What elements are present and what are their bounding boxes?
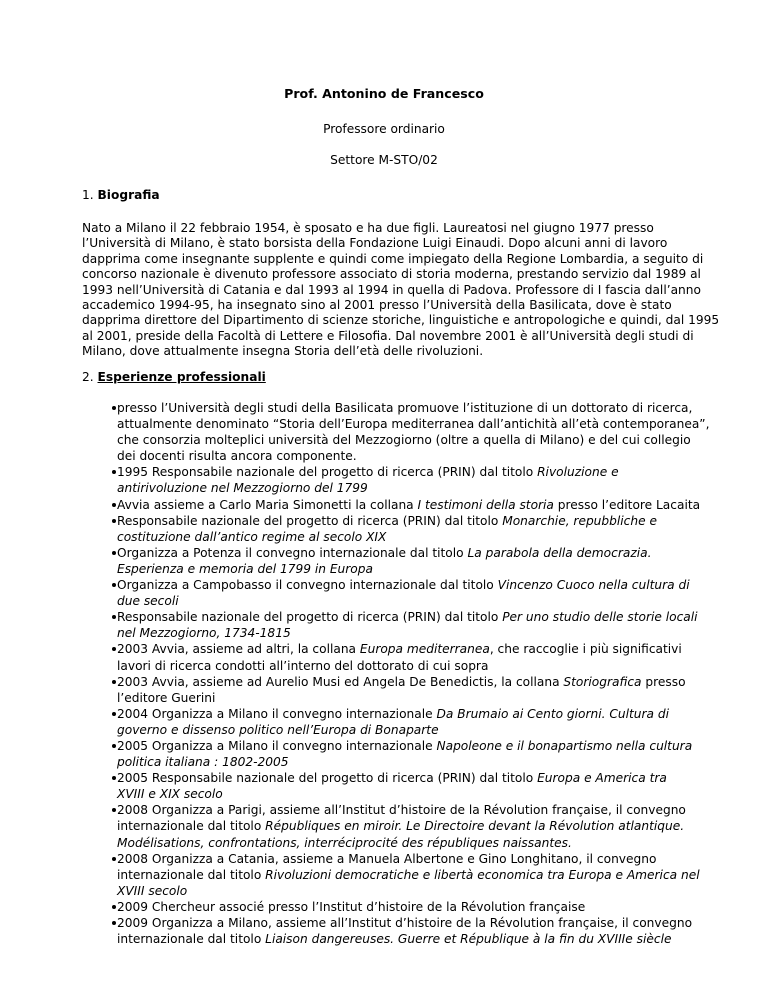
list-item-line bbox=[117, 674, 686, 690]
item-text: presso l’editore Lacaita bbox=[553, 497, 701, 512]
bullet-icon bbox=[112, 921, 116, 925]
list-item-line bbox=[117, 625, 680, 641]
list-item-line bbox=[117, 593, 680, 609]
item-title: La parabola della democrazia. bbox=[467, 545, 652, 560]
bullet-icon bbox=[112, 551, 116, 555]
item-title: Républiques en miroir. Le Directoire devant la Révolution atlantique. bbox=[265, 819, 685, 834]
section-number: 1. bbox=[82, 188, 94, 202]
item-title: I testimoni della storia bbox=[417, 497, 554, 512]
list-item-line bbox=[117, 400, 693, 416]
biography-paragraph bbox=[82, 221, 720, 360]
bullet-icon bbox=[112, 680, 116, 684]
list-item bbox=[82, 497, 701, 513]
section-heading-esperienze bbox=[82, 370, 266, 384]
item-title: Europa e America tra bbox=[537, 771, 667, 786]
experience-list bbox=[82, 400, 710, 947]
list-item-line bbox=[117, 529, 680, 545]
section-title: Biografia bbox=[97, 188, 160, 202]
item-text: l’editore Guerini bbox=[117, 690, 216, 705]
item-text: internazionale dal titolo bbox=[117, 819, 266, 834]
list-item bbox=[82, 706, 680, 738]
item-text: dei docenti risulta ancora componente. bbox=[117, 449, 357, 464]
list-item-line bbox=[117, 883, 680, 899]
list-item bbox=[82, 400, 710, 464]
item-title: Monarchie, repubbliche e bbox=[502, 513, 657, 528]
item-title: due secoli bbox=[117, 594, 179, 609]
item-text: Responsabile nazionale del progetto di ricerca (PRIN) dal titolo bbox=[117, 610, 503, 625]
bullet-icon bbox=[112, 503, 116, 507]
item-text: Avvia assieme a Carlo Maria Simonetti la collana bbox=[117, 497, 418, 512]
role-line: Professore ordinario bbox=[323, 122, 445, 136]
list-item bbox=[82, 609, 698, 641]
list-item-line bbox=[117, 706, 680, 722]
section-number: 2. bbox=[82, 370, 94, 384]
list-item-line bbox=[117, 577, 690, 593]
list-item-line bbox=[117, 609, 698, 625]
list-item-line bbox=[117, 818, 685, 834]
list-item-line bbox=[117, 432, 691, 448]
item-title: Storiografica bbox=[563, 674, 642, 689]
list-item bbox=[82, 770, 680, 802]
list-item-line bbox=[117, 464, 680, 480]
list-item-line bbox=[117, 513, 680, 529]
list-item bbox=[82, 802, 686, 850]
list-item-line bbox=[117, 754, 680, 770]
item-title: Europa mediterranea bbox=[359, 642, 490, 657]
bullet-icon bbox=[112, 647, 116, 651]
item-text: internazionale dal titolo bbox=[117, 867, 266, 882]
list-item-line bbox=[117, 480, 680, 496]
list-item-line bbox=[117, 786, 680, 802]
item-title: costituzione dall’antico regime al secolo XIX bbox=[117, 529, 387, 544]
item-title: Modélisations, confrontations, interréciprocité des républiques naissantes. bbox=[117, 835, 572, 850]
item-text: Responsabile nazionale del progetto di ricerca (PRIN) dal titolo bbox=[117, 513, 503, 528]
list-item-line bbox=[117, 915, 693, 931]
item-text: internazionale dal titolo bbox=[117, 932, 266, 947]
bullet-icon bbox=[112, 519, 116, 523]
list-item bbox=[82, 738, 693, 770]
item-title: antirivoluzione nel Mezzogiorno del 1799 bbox=[117, 481, 368, 496]
list-item bbox=[82, 577, 690, 609]
biography-line: concorso nazionale è divenuto professore associato di storia moderna, prestando servizio dal 1989 al bbox=[82, 267, 701, 282]
list-item-line bbox=[117, 931, 680, 947]
item-text: lavori di ricerca condotti all’interno del dottorato di cui sopra bbox=[117, 658, 489, 673]
list-item bbox=[82, 851, 700, 899]
item-title: XVIII e XIX secolo bbox=[117, 787, 223, 802]
item-text: presso bbox=[641, 674, 686, 689]
section-heading-biografia bbox=[82, 188, 160, 202]
list-item-line bbox=[117, 899, 680, 915]
item-title: XVIII secolo bbox=[117, 883, 188, 898]
list-item-line bbox=[117, 690, 680, 706]
item-title: nel Mezzogiorno, 1734-1815 bbox=[117, 626, 291, 641]
bullet-icon bbox=[112, 776, 116, 780]
section-title: Esperienze professionali bbox=[97, 370, 266, 384]
biography-line: 1993 nell’Università di Catania e dal 1993 al 1994 in quella di Padova. Professore di I fascia dall’anno bbox=[82, 282, 701, 297]
item-title: Vincenzo Cuoco nella cultura di bbox=[497, 578, 690, 593]
item-text: presso l’Università degli studi della Basilicata promuove l’istituzione di un dottorato di ricerca, bbox=[117, 401, 693, 415]
list-item-line bbox=[117, 770, 680, 786]
bullet-icon bbox=[112, 406, 116, 410]
list-item-line bbox=[117, 561, 680, 577]
biography-line: dapprima come insegnante supplente e quindi come impiegato della Regione Lombardia, a seguito di bbox=[82, 251, 704, 266]
bullet-icon bbox=[112, 583, 116, 587]
list-item bbox=[82, 641, 680, 673]
list-item-line bbox=[117, 867, 700, 883]
item-text: 2009 Organizza a Milano, assieme all’Institut d’histoire de la Révolution française, il convegno bbox=[117, 916, 693, 930]
list-item bbox=[82, 674, 686, 706]
item-text: 2003 Avvia, assieme ad altri, la collana bbox=[117, 642, 360, 657]
item-title: Rivoluzioni democratiche e libertà economica tra Europa e America nel bbox=[265, 867, 700, 882]
list-item-line bbox=[117, 802, 686, 818]
biography-line: Milano, dove attualmente insegna Storia dell’età delle rivoluzioni. bbox=[82, 344, 484, 359]
item-title: Liaison dangereuses. Guerre et République à la fin du XVIIIe siècle bbox=[265, 932, 672, 947]
bullet-icon bbox=[112, 857, 116, 861]
list-item bbox=[82, 464, 680, 496]
list-item bbox=[82, 513, 680, 545]
item-title: politica italiana : 1802-2005 bbox=[117, 755, 289, 770]
item-title: Esperienza e memoria del 1799 in Europa bbox=[117, 561, 373, 576]
bullet-icon bbox=[112, 470, 116, 474]
sector-line: Settore M-STO/02 bbox=[330, 153, 438, 167]
list-item-line bbox=[117, 448, 680, 464]
list-item bbox=[82, 899, 680, 915]
biography-line: Nato a Milano il 22 febbraio 1954, è sposato e ha due figli. Laureatosi nel giugno 1977 presso bbox=[82, 221, 654, 235]
bullet-icon bbox=[112, 615, 116, 619]
biography-line: accademico 1994-95, ha insegnato sino al 2001 presso l’Università della Basilicata, dove è stato bbox=[82, 297, 672, 312]
item-title: Rivoluzione e bbox=[537, 465, 619, 480]
item-text: Organizza a Potenza il convegno internazionale dal titolo bbox=[117, 545, 468, 560]
biography-line: al 2001, preside della Facoltà di Lettere e Filosofia. Dal novembre 2001 è all’Università degli studi di bbox=[82, 328, 694, 343]
item-text: 2009 Chercheur associé presso l’Institut d’histoire de la Révolution française bbox=[117, 899, 586, 914]
bullet-icon bbox=[112, 712, 116, 716]
item-title: governo e dissenso politico nell’Europa di Bonaparte bbox=[117, 722, 439, 737]
list-item-line bbox=[117, 738, 693, 754]
page-title: Prof. Antonino de Francesco bbox=[284, 86, 484, 101]
item-title: Da Brumaio ai Cento giorni. Cultura di bbox=[436, 706, 669, 721]
item-text: attualmente denominato “Storia dell’Europa mediterranea dall’antichità all’età contemporanea”, bbox=[117, 417, 710, 432]
item-text: 2008 Organizza a Parigi, assieme all’Institut d’histoire de la Révolution française, il convegno bbox=[117, 803, 686, 818]
biography-line: l’Università di Milano, è stato borsista della Fondazione Luigi Einaudi. Dopo alcuni anni di lavoro bbox=[82, 236, 668, 251]
bullet-icon bbox=[112, 744, 116, 748]
item-text: che consorzia molteplici università del Mezzogiorno (oltre a quella di Milano) e del cui collegio bbox=[117, 433, 691, 448]
bullet-icon bbox=[112, 808, 116, 812]
biography-line: dapprima direttore del Dipartimento di scienze storiche, linguistiche e antropologiche e quindi, dal 1995 bbox=[82, 313, 720, 328]
list-item-line bbox=[117, 497, 701, 513]
list-item-line bbox=[117, 851, 680, 867]
list-item-line bbox=[117, 835, 680, 851]
list-item bbox=[82, 915, 693, 947]
item-text: , che raccoglie i più significativi bbox=[489, 642, 682, 657]
list-item-line bbox=[117, 545, 680, 561]
item-text: 2003 Avvia, assieme ad Aurelio Musi ed Angela De Benedictis, la collana bbox=[117, 674, 564, 689]
item-text: 1995 Responsabile nazionale del progetto di ricerca (PRIN) dal titolo bbox=[117, 465, 538, 480]
item-text: 2008 Organizza a Catania, assieme a Manuela Albertone e Gino Longhitano, il convegno bbox=[117, 851, 657, 866]
item-title: Per uno studio delle storie locali bbox=[502, 610, 698, 625]
list-item bbox=[82, 545, 680, 577]
item-text: 2004 Organizza a Milano il convegno internazionale bbox=[117, 706, 437, 721]
item-text: Organizza a Campobasso il convegno internazionale dal titolo bbox=[117, 578, 498, 593]
item-text: 2005 Organizza a Milano il convegno internazionale bbox=[117, 738, 437, 753]
list-item-line bbox=[117, 722, 680, 738]
item-title: Napoleone e il bonapartismo nella cultura bbox=[436, 738, 693, 753]
list-item-line bbox=[117, 416, 710, 432]
list-item-line bbox=[117, 658, 680, 674]
item-text: 2005 Responsabile nazionale del progetto di ricerca (PRIN) dal titolo bbox=[117, 771, 538, 786]
list-item-line bbox=[117, 641, 680, 657]
bullet-icon bbox=[112, 905, 116, 909]
